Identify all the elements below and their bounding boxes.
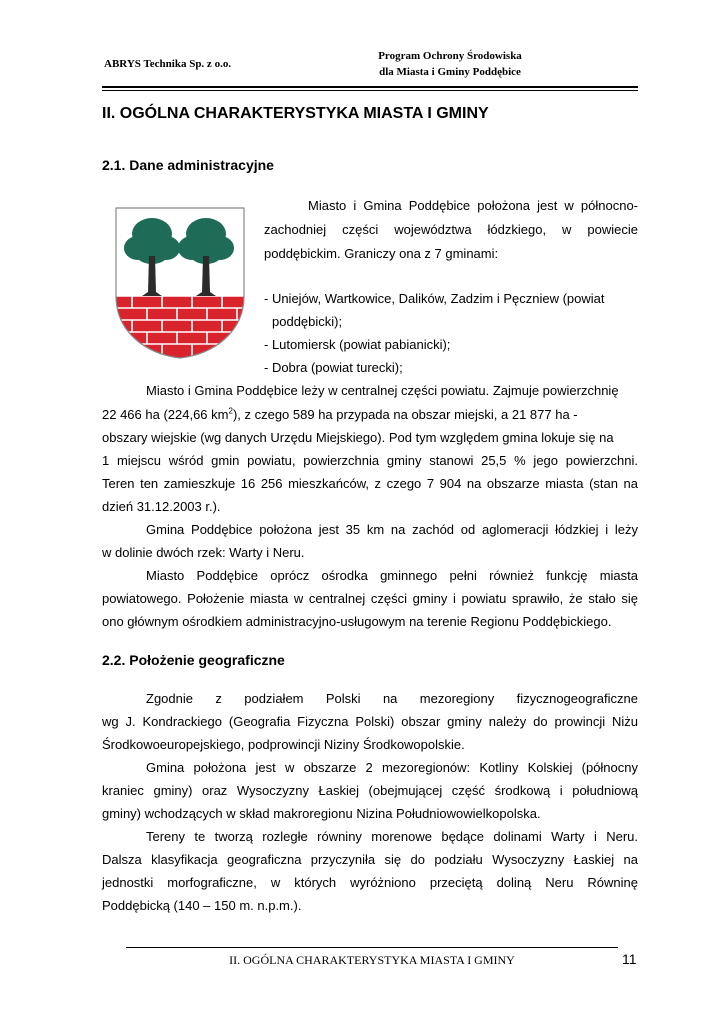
text-line: Miasto i Gmina Poddębice leży w centralnej części powiatu. Zajmuje powierzchnię	[146, 383, 619, 398]
text-line: Gmina Poddębice położona jest 35 km na zachód od aglomeracji łódzkiej i leży	[146, 522, 638, 537]
header-program-line2: dla Miasta i Gminy Poddębice	[379, 66, 521, 78]
text-line: gminy) wchodzących w skład makroregionu Nizina Południowowielkopolska.	[102, 806, 541, 821]
header-divider	[102, 86, 638, 88]
section-heading-administrative: 2.1. Dane administracyjne	[102, 157, 274, 173]
text-line: Tereny te tworzą rozległe równiny morenowe będące dolinami Warty i Neru.	[146, 829, 638, 844]
list-item: - Dobra (powiat turecki);	[264, 360, 403, 375]
list-item: poddębicki);	[272, 314, 343, 329]
text-line: Miasto Poddębice oprócz ośrodka gminnego pełni również funkcję miasta	[146, 568, 638, 583]
section-heading-geographic: 2.2. Położenie geograficzne	[102, 652, 285, 668]
page-number: 11	[622, 951, 637, 967]
text-line: Dalsza klasyfikacja geograficzna przyczyniła się do podziału Wysoczyzny Łaskiej na	[102, 852, 638, 867]
text-line: jednostki morfograficzne, w których wyróżniono przeciętą doliną Neru Równinę	[102, 875, 638, 890]
footer-title: II. OGÓLNA CHARAKTERYSTYKA MIASTA I GMINY	[229, 953, 515, 967]
text-line: obszary wiejskie (wg danych Urzędu Miejskiego). Pod tym względem gmina lokuje się na	[102, 430, 614, 445]
text-line: ono głównym ośrodkiem administracyjno-usługowym na terenie Regionu Poddębickiego.	[102, 614, 612, 629]
header-company: ABRYS Technika Sp. z o.o.	[104, 58, 232, 70]
text-fragment: ), z czego 589 ha przypada na obszar miejski, a 21 877 ha -	[232, 407, 578, 422]
text-line: powiatowego. Położenie miasta w centralnej części gminy i powiatu sprawiło, że stało się	[102, 591, 638, 606]
chapter-title: II. OGÓLNA CHARAKTERYSTYKA MIASTA I GMINY	[102, 105, 489, 122]
text-line: kraniec gminy) oraz Wysoczyzny Łaskiej (obejmującej część środkową i południową	[102, 783, 638, 798]
text-line: poddębickim. Graniczy ona z 7 gminami:	[264, 246, 499, 261]
list-item: - Lutomiersk (powiat pabianicki);	[264, 337, 451, 352]
footer-divider	[126, 947, 618, 948]
text-line: 1 miejscu wśród gmin powiatu, powierzchnia gminy stanowi 25,5 % jego powierzchni.	[102, 453, 638, 468]
text-line: dzień 31.12.2003 r.).	[102, 499, 221, 514]
superscript: 2	[228, 406, 233, 416]
text-line: Zgodnie z podziałem Polski na mezoregiony fizycznogeograficzne	[146, 691, 638, 706]
text-line: Teren ten zamieszkuje 16 256 mieszkańców, z czego 7 904 na obszarze miasta (stan na	[102, 476, 638, 491]
text-fragment: 22 466 ha (224,66 km	[102, 407, 229, 422]
text-line: w dolinie dwóch rzek: Warty i Neru.	[102, 545, 305, 560]
header-divider-thin	[102, 90, 638, 91]
text-line: Gmina położona jest w obszarze 2 mezoregionów: Kotliny Kolskiej (północny	[146, 760, 638, 775]
header-program	[340, 48, 560, 80]
text-line: zachodniej części województwa łódzkiego, w powiecie	[264, 222, 638, 237]
text-line: Poddębicką (140 – 150 m. n.p.m.).	[102, 898, 302, 913]
text-line: wg J. Kondrackiego (Geografia Fizyczna Polski) obszar gminy należy do prowincji Niżu	[102, 714, 638, 729]
list-item: - Uniejów, Wartkowice, Dalików, Zadzim i Pęczniew (powiat	[264, 291, 605, 306]
text-line: Środkowoeuropejskiego, podprowincji Niziny Środkowopolskie.	[102, 737, 465, 752]
text-line: Miasto i Gmina Poddębice położona jest w północno-	[308, 198, 638, 213]
header-program-line1: Program Ochrony Środowiska	[378, 50, 522, 62]
coat-of-arms-image	[112, 204, 248, 362]
text-line-area	[102, 407, 638, 423]
